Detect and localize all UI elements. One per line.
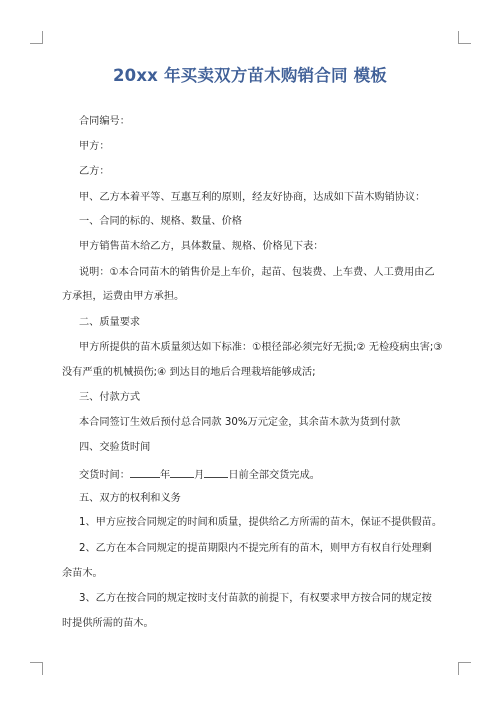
section3-heading: 三、付款方式 [79, 392, 141, 403]
section5-item2-line2: 余苗木。 [62, 568, 103, 579]
delivery-year-label: 年 [159, 470, 171, 481]
section2-text-line2: 没有严重的机械损伤;④ 到达目的地后合理栽培能够成活; [62, 367, 316, 378]
delivery-year-blank [130, 466, 160, 478]
crop-mark-top-left [30, 31, 43, 44]
preamble: 甲、乙方本着平等、互惠互利的原则，经友好协商，达成如下苗木购销协议： [79, 192, 426, 203]
delivery-month-label: 月 [194, 470, 205, 481]
section2-text-line1: 甲方所提供的苗木质量须达如下标准：①根径部必须完好无损;② 无检疫病虫害;③ [79, 342, 443, 353]
section5-item3-line2: 时提供所需的苗木。 [62, 618, 154, 629]
section5-heading: 五、双方的权利和义务 [79, 493, 181, 504]
section5-item3-line1: 3、乙方在按合同的规定按时支付苗款的前提下，有权要求甲方按合同的规定按 [79, 593, 432, 604]
crop-mark-bottom-right [458, 662, 471, 675]
contract-number-label: 合同编号： [79, 116, 130, 127]
crop-mark-top-right [458, 31, 471, 44]
delivery-time-prefix: 交货时间： [79, 470, 130, 481]
delivery-day-blank [204, 466, 228, 478]
section5-item1: 1、甲方应按合同规定的时间和质量，提供给乙方所需的苗木，保证不提供假苗。 [79, 517, 443, 528]
party-b-label: 乙方： [79, 166, 110, 177]
section1-note-line1: 说明：①本合同苗木的销售价是上车价，起苗、包装费、上车费、人工费用由乙 [79, 267, 435, 278]
section2-heading: 二、质量要求 [79, 317, 141, 328]
section3-text: 本合同签订生效后预付总合同款 30%万元定金，其余苗木款为货到付款 [79, 417, 401, 428]
document-title: 20xx 年买卖双方苗木购销合同 模板 [112, 66, 388, 85]
party-a-label: 甲方： [79, 141, 110, 152]
section5-item2-line1: 2、乙方在本合同规定的提苗期限内不提完所有的苗木，则甲方有权自行处理剩 [79, 543, 432, 554]
section1-note-line2: 方承担，运费由甲方承担。 [62, 291, 185, 302]
crop-mark-bottom-left [30, 662, 43, 675]
delivery-time-line [79, 466, 320, 483]
section1-heading: 一、合同的标的、规格、数量、价格 [79, 216, 242, 227]
delivery-time-suffix: 日前全部交货完成。 [228, 470, 320, 481]
section4-heading: 四、交验货时间 [79, 442, 151, 453]
section1-text: 甲方销售苗木给乙方，具体数量、规格、价格见下表： [79, 241, 324, 252]
delivery-month-blank [170, 466, 194, 478]
